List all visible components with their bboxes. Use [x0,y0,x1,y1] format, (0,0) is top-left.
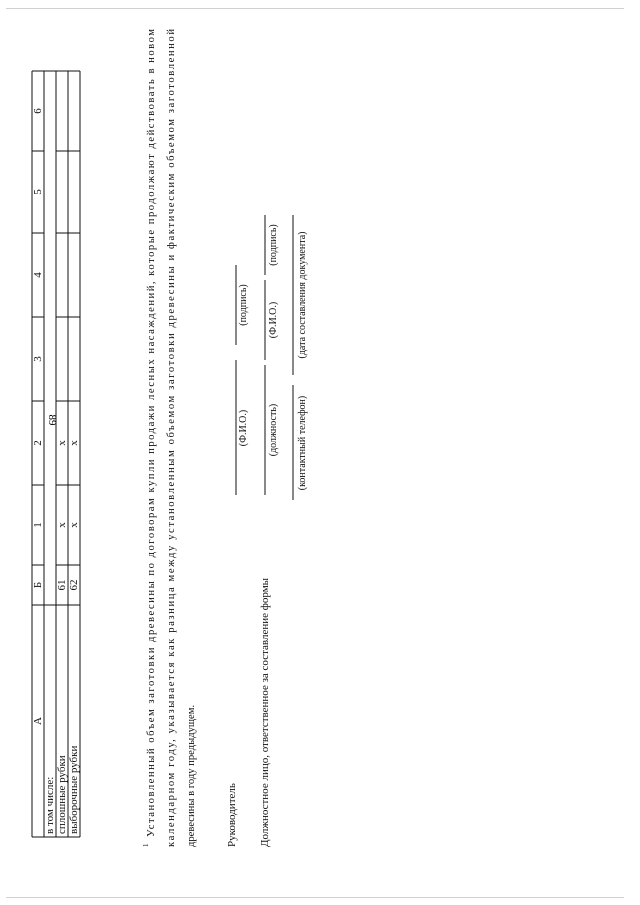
footnote-line-1: Установленный объем заготовки древесины по договорам купли продажи лесных насаждений, которые продолжают действовать в новом [146,28,157,837]
table-header-cell: 4 [32,272,44,278]
rotated-content [32,29,308,847]
table-header-cell: 2 [32,440,44,446]
table-row-label: выборочные рубки [68,745,80,834]
footnote-line-3: древесины в году предыдущем. [186,704,197,847]
table-header-cell: 6 [32,108,44,114]
phone-caption: (контактный телефон) [297,395,308,491]
head-sign-caption: (подпись) [238,284,249,326]
table-header-cell: 3 [32,356,44,362]
head-fio-caption: (Ф.И.О.) [238,409,249,447]
table-row-label: сплошные рубки [56,755,68,834]
position-caption: (должность) [268,403,279,457]
table-cell: x [56,522,68,528]
table-cell: x [56,440,68,446]
signature-block [226,215,308,847]
sign-caption: (подпись) [268,224,279,266]
fio-caption: (Ф.И.О.) [268,301,279,339]
table-cell: 62 [68,579,80,591]
form-table [32,71,80,837]
table-header-cell: А [32,717,44,725]
table-header-cell: Б [32,581,44,589]
table-cell: x [68,522,80,528]
table-cell: 61 [56,579,68,591]
table-cell: x [68,440,80,446]
date-caption: (дата составления документа) [297,231,308,359]
responsible-label: Должностное лицо, ответственное за составление формы [259,577,271,847]
footnote-line-2: календарном году, указывается как разница между установленным объемом заготовки древесины и фактическим объемом заготовленной [166,28,177,847]
table-header-cell: 5 [32,189,44,195]
footnote-marker: 1 [142,843,150,847]
table-row-label: в том числе: [44,776,56,834]
table-header-cell: 1 [32,522,44,528]
footnote [142,29,197,847]
page-number: 89 [46,414,58,426]
head-label: Руководитель [226,783,238,847]
